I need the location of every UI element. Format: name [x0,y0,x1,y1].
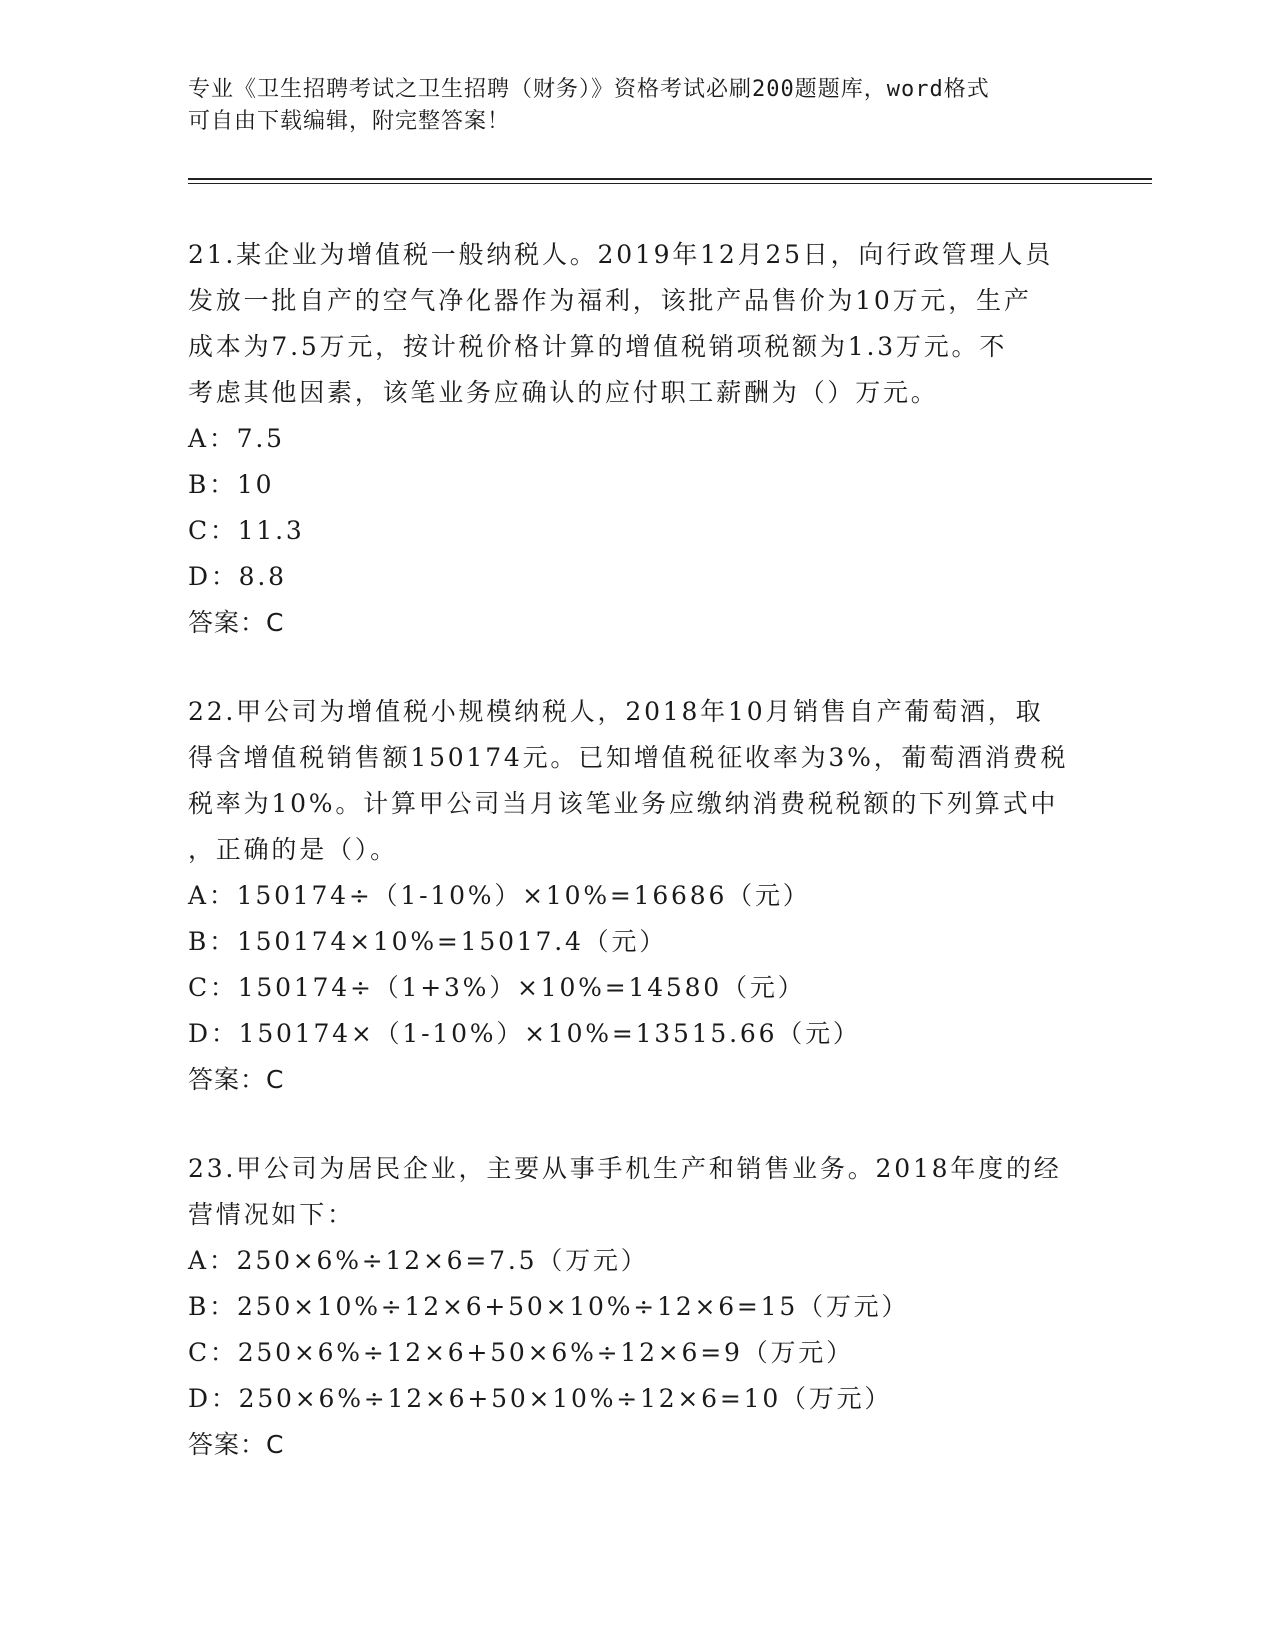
header-line: 专业《卫生招聘考试之卫生招聘（财务）》资格考试必刷200题题库，word格式 [188,77,990,102]
header-line: 可自由下载编辑，附完整答案！ [188,109,511,134]
question-block [188,1146,1088,1468]
answer-line: 答案：C [188,608,285,637]
header-divider [188,178,1152,180]
option-b: B：10 [188,470,275,499]
answer-line: 答案：C [188,1065,285,1094]
question-block [188,689,1088,1103]
question-block [188,232,1088,646]
question-stem-line: 22.甲公司为增值税小规模纳税人，2018年10月销售自产葡萄酒，取 [188,697,1044,726]
option-a: A：250×6%÷12×6=7.5（万元） [188,1246,649,1275]
option-d: D：8.8 [188,562,287,591]
option-a: A：7.5 [188,424,285,453]
question-stem-line: 得含增值税销售额150174元。已知增值税征收率为3%，葡萄酒消费税 [188,743,1069,772]
answer-line: 答案：C [188,1430,285,1459]
question-stem-line: ，正确的是（）。 [188,835,398,864]
header-divider [188,183,1152,184]
page-header [188,74,1088,138]
question-stem-line: 23.甲公司为居民企业，主要从事手机生产和销售业务。2018年度的经 [188,1154,1062,1183]
question-stem-line: 税率为10%。计算甲公司当月该笔业务应缴纳消费税税额的下列算式中 [188,789,1059,818]
option-d: D：250×6%÷12×6+50×10%÷12×6=10（万元） [188,1384,893,1413]
question-stem-line: 成本为7.5万元，按计税价格计算的增值税销项税额为1.3万元。不 [188,332,1008,361]
option-c: C：250×6%÷12×6+50×6%÷12×6=9（万元） [188,1338,854,1367]
option-a: A：150174÷（1-10%）×10%=16686（元） [188,881,811,910]
question-stem-line: 考虑其他因素，该笔业务应确认的应付职工薪酬为（）万元。 [188,378,939,407]
question-stem-line: 营情况如下： [188,1200,355,1229]
option-d: D：150174×（1-10%）×10%=13515.66（元） [188,1019,861,1048]
question-stem-line: 发放一批自产的空气净化器作为福利，该批产品售价为10万元，生产 [188,286,1032,315]
option-c: C：150174÷（1+3%）×10%=14580（元） [188,973,806,1002]
question-stem-line: 21.某企业为增值税一般纳税人。2019年12月25日，向行政管理人员 [188,240,1054,269]
option-c: C：11.3 [188,516,305,545]
option-b: B：250×10%÷12×6+50×10%÷12×6=15（万元） [188,1292,910,1321]
option-b: B：150174×10%=15017.4（元） [188,927,668,956]
